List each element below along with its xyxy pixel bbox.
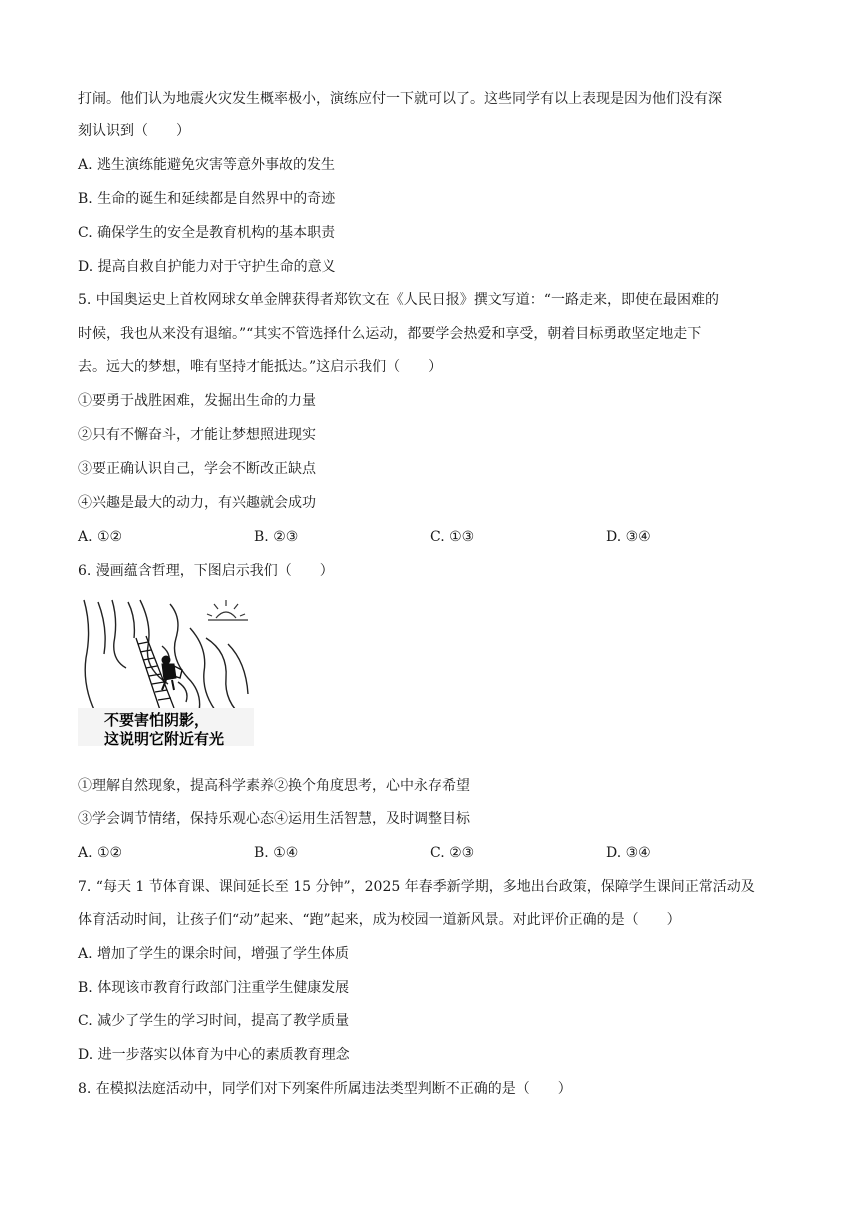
q7-option-b: B. 体现该市教育行政部门注重学生健康发展 (78, 980, 350, 996)
q6-stem: 6. 漫画蕴含哲理，下图启示我们（ ） (78, 563, 334, 579)
q4-option-a: A. 逃生演练能避免灾害等意外事故的发生 (78, 157, 336, 173)
q7-stem-line-1: 7. “每天 1 节体育课、课间延长至 15 分钟”，2025 年春季新学期，多地出台政策，保障学生课间正常活动及 (78, 879, 755, 895)
q4-option-d: D. 提高自救自护能力对于守护生命的意义 (78, 259, 336, 275)
q5-stem-line-1: 5. 中国奥运史上首枚网球女单金牌获得者郑钦文在《人民日报》撰文写道：“一路走来，即使在最困难的 (78, 292, 719, 308)
cartoon-caption-line-1: 不要害怕阴影， (104, 711, 210, 729)
q6-statements-1-2: ①理解自然现象，提高科学素养②换个角度思考，心中永存希望 (78, 778, 470, 794)
q4-option-c: C. 确保学生的安全是教育机构的基本职责 (78, 225, 336, 241)
q5-stem-line-3: 去。远大的梦想，唯有坚持才能抵达。”这启示我们（ ） (78, 359, 443, 375)
q6-option-d: D. ③④ (606, 845, 651, 861)
q4-option-b: B. 生命的诞生和延续都是自然界中的奇迹 (78, 191, 336, 207)
q8-stem: 8. 在模拟法庭活动中，同学们对下列案件所属违法类型判断不正确的是（ ） (78, 1081, 572, 1097)
q6-option-c: C. ②③ (430, 845, 475, 861)
q4-stem-line-1: 打闹。他们认为地震火灾发生概率极小，演练应付一下就可以了。这些同学有以上表现是因为他们没有深 (78, 91, 722, 107)
q5-option-d: D. ③④ (606, 529, 651, 545)
q7-stem-line-2: 体育活动时间，让孩子们“动”起来、“跑”起来，成为校园一道新风景。对此评价正确的是（ ） (78, 912, 681, 928)
q4-stem-line-2: 刻认识到（ ） (78, 123, 190, 139)
q5-statement-4: ④兴趣是最大的动力，有兴趣就会成功 (78, 495, 316, 511)
q5-statement-2: ②只有不懈奋斗，才能让梦想照进现实 (78, 427, 316, 443)
q5-statement-3: ③要正确认识自己，学会不断改正缺点 (78, 461, 316, 477)
q6-option-b: B. ①④ (254, 845, 299, 861)
q5-option-c: C. ①③ (430, 529, 475, 545)
cartoon-caption-line-2: 这说明它附近有光 (104, 730, 225, 748)
q5-option-b: B. ②③ (254, 529, 299, 545)
q5-stem-line-2: 时候，我也从来没有退缩。”“其实不管选择什么运动，都要学会热爱和享受，朝着目标勇敢坚定地走下 (78, 326, 702, 342)
q5-statement-1: ①要勇于战胜困难，发掘出生命的力量 (78, 393, 316, 409)
q5-option-a: A. ①② (78, 529, 123, 545)
q7-option-c: C. 减少了学生的学习时间，提高了教学质量 (78, 1013, 350, 1029)
q6-statements-3-4: ③学会调节情绪，保持乐观心态④运用生活智慧，及时调整目标 (78, 811, 470, 827)
q7-option-a: A. 增加了学生的课余时间，增强了学生体质 (78, 946, 350, 962)
q7-option-d: D. 进一步落实以体育为中心的素质教育理念 (78, 1047, 350, 1063)
q6-option-a: A. ①② (78, 845, 123, 861)
